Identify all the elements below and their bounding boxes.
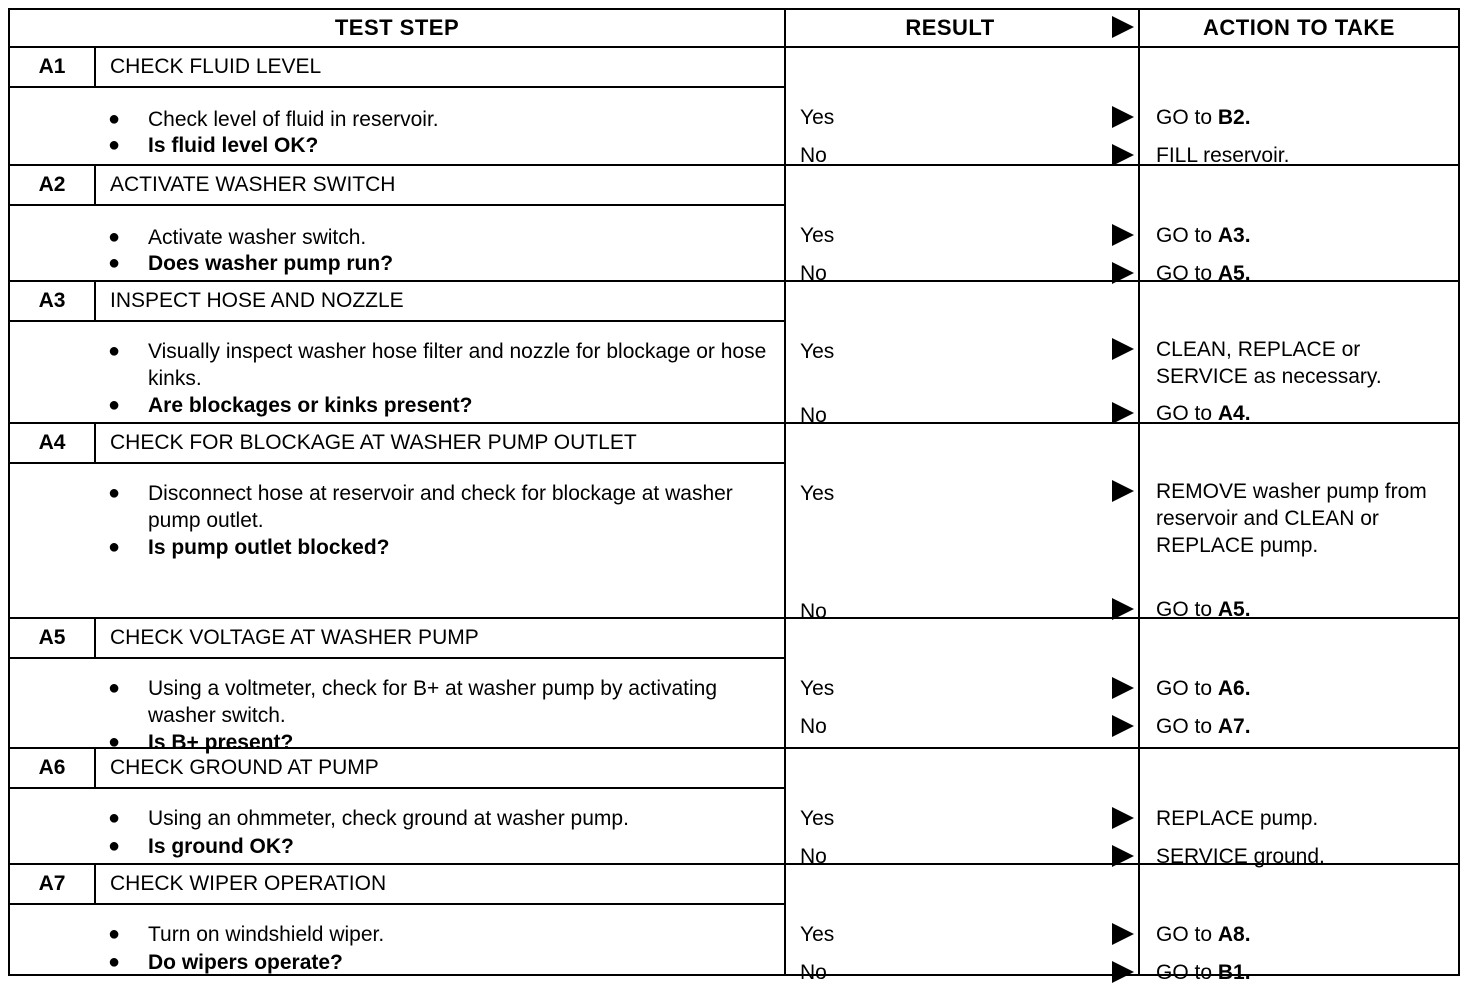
header-test-step: TEST STEP [334, 15, 460, 40]
step-instruction: Visually inspect washer hose filter and nozzle for blockage or hose kinks. [148, 340, 767, 390]
step-code: A2 [10, 166, 96, 204]
arrow-right-icon [1112, 144, 1134, 166]
step-instruction: Using a voltmeter, check for B+ at washer pump by activating washer switch. [148, 677, 718, 727]
step-instruction: Turn on windshield wiper. [148, 923, 385, 946]
arrow-right-icon [1112, 480, 1134, 502]
step-code: A1 [10, 48, 96, 86]
step-title: ACTIVATE WASHER SWITCH [110, 173, 396, 196]
result-no: No [800, 845, 827, 868]
title-divider [10, 903, 784, 905]
step-code: A3 [10, 282, 96, 320]
step-a6 [10, 747, 1458, 868]
action-text: GO to B1. [1156, 961, 1251, 984]
header-action: ACTION TO TAKE [1203, 15, 1395, 40]
action-text: GO to A4. [1156, 402, 1251, 425]
step-question: Is ground OK? [148, 835, 294, 858]
header-arrow-icon [1112, 16, 1134, 38]
title-divider [10, 787, 784, 789]
bullet-icon: ● [108, 536, 121, 558]
table-header [10, 10, 1458, 48]
result-no: No [800, 715, 827, 738]
bullet-icon: ● [108, 807, 121, 829]
result-yes: Yes [800, 677, 835, 700]
title-divider [10, 462, 784, 464]
bullet-icon: ● [108, 951, 121, 973]
title-divider [10, 320, 784, 322]
step-instruction: Activate washer switch. [148, 226, 367, 249]
result-yes: Yes [800, 923, 835, 946]
result-yes: Yes [800, 807, 835, 830]
bullet-icon: ● [108, 923, 121, 945]
arrow-right-icon [1112, 106, 1134, 128]
arrow-right-icon [1112, 715, 1134, 737]
result-no: No [800, 144, 827, 167]
result-yes: Yes [800, 482, 835, 505]
title-divider [10, 657, 784, 659]
step-question: Are blockages or kinks present? [148, 394, 473, 417]
bullet-icon: ● [108, 252, 121, 274]
bullet-icon: ● [108, 835, 121, 857]
bullet-icon: ● [108, 340, 121, 362]
action-text: GO to B2. [1156, 106, 1251, 129]
step-question: Does washer pump run? [148, 252, 394, 275]
step-code: A4 [10, 424, 96, 462]
result-no: No [800, 404, 827, 427]
result-yes: Yes [800, 224, 835, 247]
action-text: REMOVE washer pump from reservoir and CLEAN or REPLACE pump. [1156, 480, 1427, 557]
arrow-right-icon [1112, 677, 1134, 699]
step-code: A6 [10, 749, 96, 787]
step-question: Is pump outlet blocked? [148, 536, 390, 559]
header-result: RESULT [905, 15, 995, 40]
action-text: CLEAN, REPLACE or SERVICE as necessary. [1156, 338, 1382, 388]
step-title: CHECK VOLTAGE AT WASHER PUMP [110, 626, 479, 649]
result-no: No [800, 961, 827, 984]
step-a7 [10, 863, 1458, 984]
step-code: A7 [10, 865, 96, 903]
arrow-right-icon [1112, 807, 1134, 829]
action-text: GO to A3. [1156, 224, 1251, 247]
diagnostic-table [8, 8, 1460, 984]
step-a1 [10, 48, 1458, 167]
step-a2 [10, 164, 1458, 285]
step-question: Is fluid level OK? [148, 134, 319, 157]
action-text: GO to A6. [1156, 677, 1251, 700]
step-instruction: Disconnect hose at reservoir and check for blockage at washer pump outlet. [148, 482, 733, 532]
bullet-icon: ● [108, 134, 121, 156]
result-no: No [800, 600, 827, 623]
action-text: GO to A5. [1156, 262, 1251, 285]
step-a4 [10, 422, 1458, 623]
step-a3 [10, 280, 1458, 427]
bullet-icon: ● [108, 226, 121, 248]
action-text: REPLACE pump. [1156, 807, 1319, 830]
step-instruction: Using an ohmmeter, check ground at washer pump. [148, 807, 629, 830]
arrow-right-icon [1112, 402, 1134, 424]
bullet-icon: ● [108, 108, 121, 130]
step-instruction: Check level of fluid in reservoir. [148, 108, 439, 131]
arrow-right-icon [1112, 961, 1134, 983]
action-text: FILL reservoir. [1156, 144, 1290, 167]
step-title: CHECK WIPER OPERATION [110, 872, 387, 895]
step-question: Do wipers operate? [148, 951, 343, 974]
action-text: GO to A8. [1156, 923, 1251, 946]
result-yes: Yes [800, 340, 835, 363]
step-title: CHECK FLUID LEVEL [110, 55, 322, 78]
step-title: CHECK FOR BLOCKAGE AT WASHER PUMP OUTLET [110, 431, 637, 454]
step-title: INSPECT HOSE AND NOZZLE [110, 289, 404, 312]
arrow-right-icon [1112, 224, 1134, 246]
result-no: No [800, 262, 827, 285]
title-divider [10, 86, 784, 88]
bullet-icon: ● [108, 731, 121, 753]
result-yes: Yes [800, 106, 835, 129]
title-divider [10, 204, 784, 206]
step-question: Is B+ present? [148, 731, 294, 754]
action-text: SERVICE ground. [1156, 845, 1325, 868]
arrow-right-icon [1112, 338, 1134, 360]
bullet-icon: ● [108, 394, 121, 416]
action-text: GO to A5. [1156, 598, 1251, 621]
step-a5 [10, 617, 1458, 754]
bullet-icon: ● [108, 482, 121, 504]
action-text: GO to A7. [1156, 715, 1251, 738]
arrow-right-icon [1112, 923, 1134, 945]
step-title: CHECK GROUND AT PUMP [110, 756, 379, 779]
step-code: A5 [10, 619, 96, 657]
bullet-icon: ● [108, 677, 121, 699]
